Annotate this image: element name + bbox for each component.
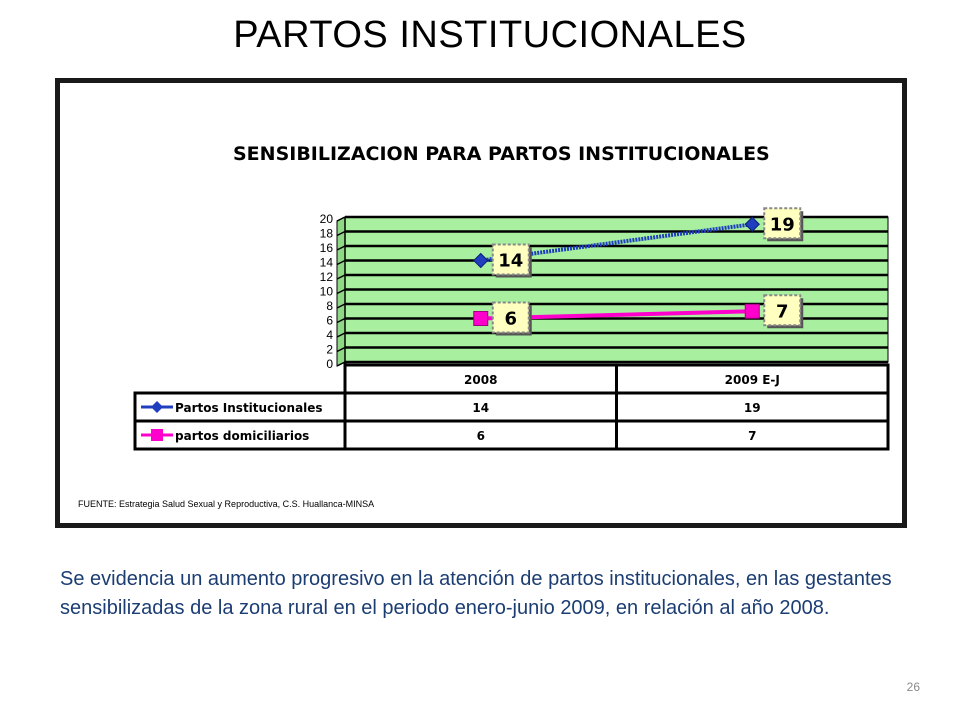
y-tick-label: 4 <box>326 328 333 342</box>
chart-svg <box>60 83 902 523</box>
category-label: 2009 E-J <box>724 373 780 387</box>
plot-area <box>320 208 888 371</box>
table-value: 6 <box>476 429 485 443</box>
series-marker <box>745 304 759 318</box>
data-label: 19 <box>769 214 795 236</box>
y-tick-label: 16 <box>319 241 333 255</box>
series-marker <box>474 312 488 326</box>
y-tick-label: 8 <box>326 299 333 313</box>
y-tick-label: 2 <box>326 342 333 357</box>
y-tick-label: 18 <box>319 226 333 241</box>
table-value: 19 <box>743 401 761 415</box>
data-label: 6 <box>504 308 518 330</box>
chart-title: SENSIBILIZACION PARA PARTOS INSTITUCIONALES <box>233 143 770 165</box>
y-tick-label: 10 <box>319 284 333 299</box>
data-label: 7 <box>775 301 789 323</box>
chart-frame <box>55 78 907 528</box>
table-value: 14 <box>472 401 490 415</box>
y-tick-label: 14 <box>319 255 333 270</box>
data-table <box>135 362 888 449</box>
legend-label: partos domiciliarios <box>175 429 310 443</box>
y-tick-label: 6 <box>326 313 333 328</box>
table-value: 7 <box>748 429 757 443</box>
y-tick-label: 0 <box>326 357 333 371</box>
legend-marker <box>151 429 163 441</box>
chart-source: FUENTE: Estrategia Salud Sexual y Reproductiva, C.S. Huallanca-MINSA <box>78 499 375 509</box>
conclusion-text: Se evidencia un aumento progresivo en la atención de partos institucionales, en las gestantes sensibilizadas de la zona rural en el periodo enero-junio 2009, en relación al año 2008. <box>60 568 892 619</box>
category-label: 2008 <box>464 373 498 387</box>
slide-title: PARTOS INSTITUCIONALES <box>233 14 747 56</box>
legend-marker <box>151 401 163 413</box>
y-tick-label: 20 <box>319 212 333 226</box>
y-tick-label: 12 <box>319 270 333 284</box>
data-label: 14 <box>498 250 524 272</box>
legend-label: Partos Institucionales <box>175 401 323 415</box>
page-number: 26 <box>906 680 920 694</box>
